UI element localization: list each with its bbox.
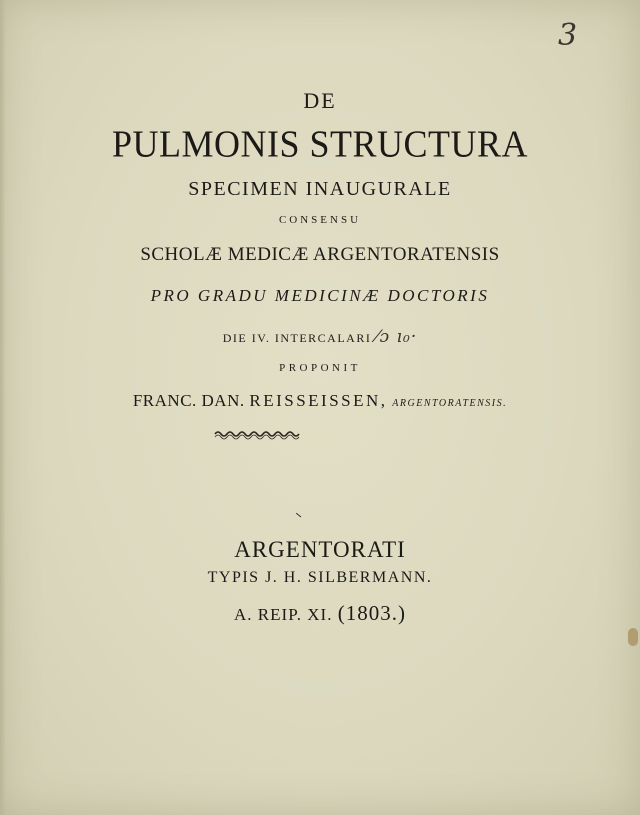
printer-line: TYPIS J. H. SILBERMANN. xyxy=(207,569,433,586)
main-title: PULMONIS STRUCTURA xyxy=(111,123,529,165)
date-prefix: A. REIP. XI. xyxy=(234,605,333,624)
wavy-ornament-divider xyxy=(213,428,303,442)
proponit-line: PROPONIT xyxy=(279,362,361,374)
corner-number-annotation: 3 xyxy=(558,18,578,53)
title-prefix: DE xyxy=(303,88,337,113)
subtitle-specimen: SPECIMEN INAUGURALE xyxy=(188,178,452,200)
place-line: ARGENTORATI xyxy=(234,537,406,562)
date-line xyxy=(0,603,640,624)
handwritten-date: ⁄ɔ ı₀· xyxy=(375,327,418,347)
ink-mark xyxy=(296,512,300,516)
author-prefix: FRANC. DAN. xyxy=(132,391,245,410)
author-origin: ARGENTORATENSIS. xyxy=(392,398,508,409)
schola-line: SCHOLÆ MEDICÆ ARGENTORATENSIS xyxy=(140,244,500,265)
die-line xyxy=(0,329,640,346)
pro-gradu-line: PRO GRADU MEDICINÆ DOCTORIS xyxy=(150,286,490,305)
paper-stain xyxy=(628,628,638,646)
consensu-line: CONSENSU xyxy=(278,214,362,226)
date-year: (1803.) xyxy=(337,601,406,625)
author-line xyxy=(0,392,640,409)
author-name: REISSEISSEN, xyxy=(249,391,388,410)
die-text: DIE IV. INTERCALARI xyxy=(222,331,372,345)
